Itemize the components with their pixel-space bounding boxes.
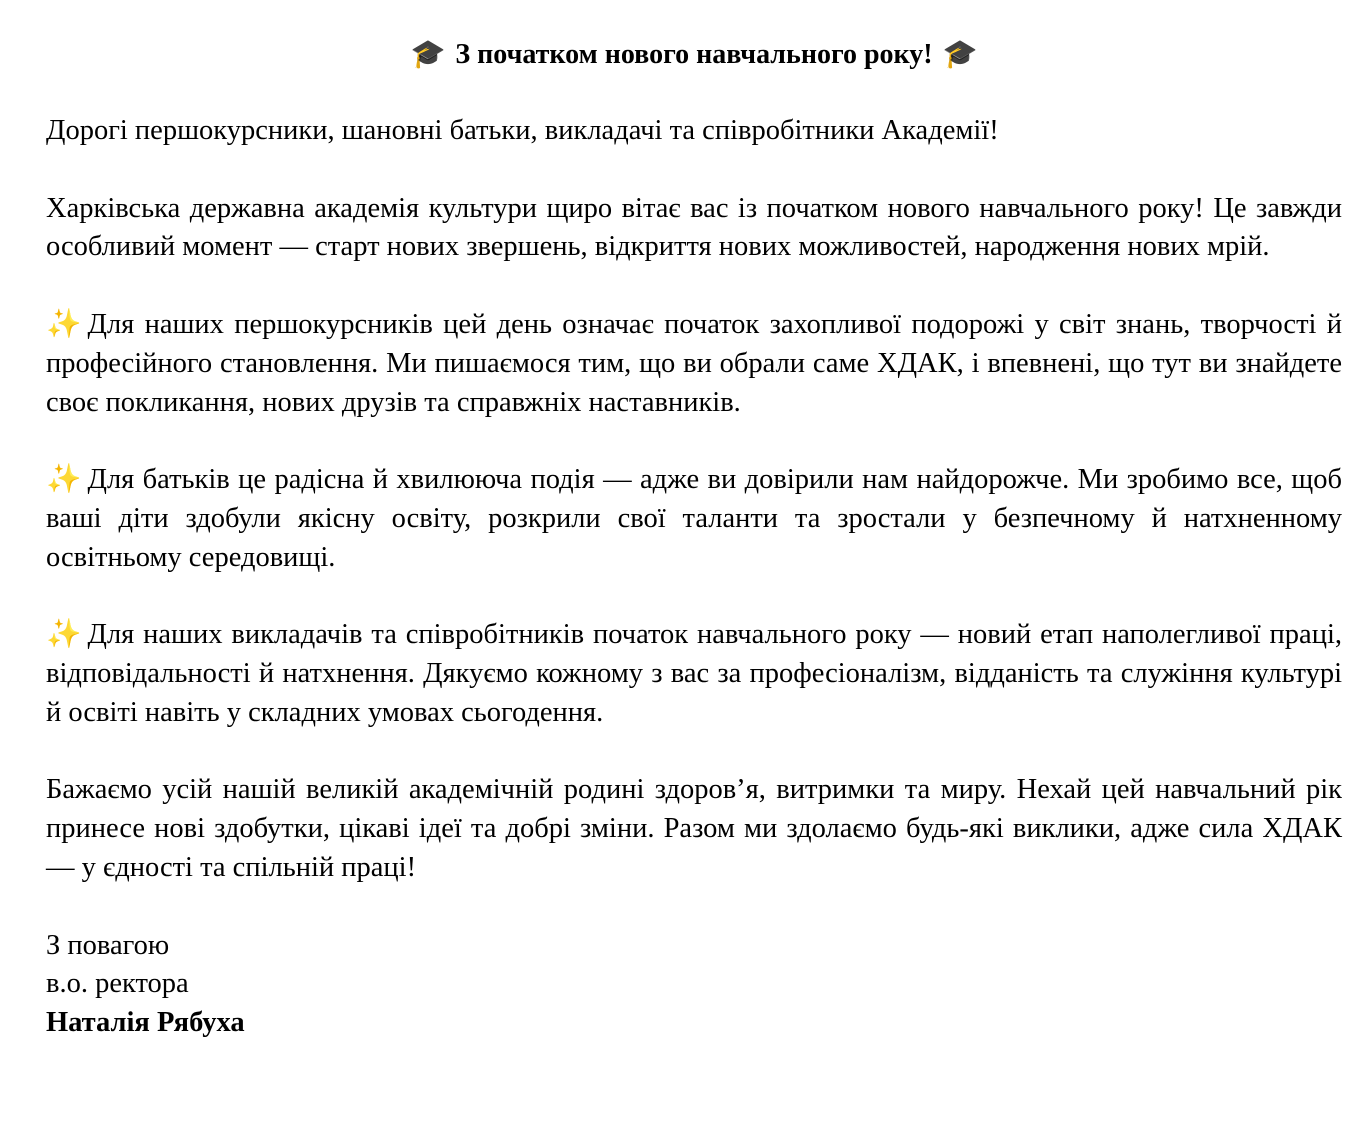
paragraph-text: Для наших першокурсників цей день означає початок захопливої подорожі у світ знань, творчості й професійного становлення. Ми пишаємося тим, що ви обрали саме ХДАК, і впевнені, що тут ви знайдете своє покликання, нових друзів та справжніх наставників. <box>46 309 1342 418</box>
sparkles-icon: ✨ <box>46 619 82 651</box>
letter-page <box>46 36 1342 1043</box>
graduation-cap-icon: 🎓 <box>410 39 446 70</box>
page-title <box>46 36 1342 74</box>
signature-regards: З повагою <box>46 929 170 961</box>
intro-paragraph: Харківська державна академія культури щиро вітає вас із початком нового навчального року! Це завжди особливий момент — старт нових звершень, відкриття нових можливостей, народження нових мрій. <box>46 192 1342 263</box>
greeting-paragraph: Дорогі першокурсники, шановні батьки, викладачі та співробітники Академії! <box>46 115 999 146</box>
graduation-cap-icon: 🎓 <box>942 39 978 70</box>
paragraph-text: Для наших викладачів та співробітників початок навчального року — новий етап наполегливої праці, відповідальності й натхнення. Дякуємо кожному з вас за професіоналізм, відданість та служіння культурі й освіті навіть у складних умовах сьогодення. <box>46 619 1342 728</box>
staff-paragraph <box>46 616 1342 732</box>
freshmen-paragraph <box>46 306 1342 422</box>
sparkles-icon: ✨ <box>46 464 82 496</box>
paragraph-text: Для батьків це радісна й хвилююча подія — адже ви довірили нам найдорожче. Ми зробимо все, щоб ваші діти здобули якісну освіту, розкрили свої таланти та зростали у безпечному й натхненному освітньому середовищі. <box>46 464 1342 573</box>
signature-position: в.о. ректора <box>46 968 189 1000</box>
signature-block <box>46 927 1342 1043</box>
closing-paragraph: Бажаємо усій нашій великій академічній родині здоров’я, витримки та миру. Нехай цей навчальний рік принесе нові здобутки, цікаві ідеї та добрі зміни. Разом ми здолаємо будь-які виклики, адже сила ХДАК — у єдності та спільній праці! <box>46 774 1342 883</box>
title-text: З початком нового навчального року! <box>455 39 933 70</box>
signature-name: Наталія Рябуха <box>46 1006 245 1038</box>
parents-paragraph <box>46 461 1342 577</box>
sparkles-icon: ✨ <box>46 309 82 341</box>
